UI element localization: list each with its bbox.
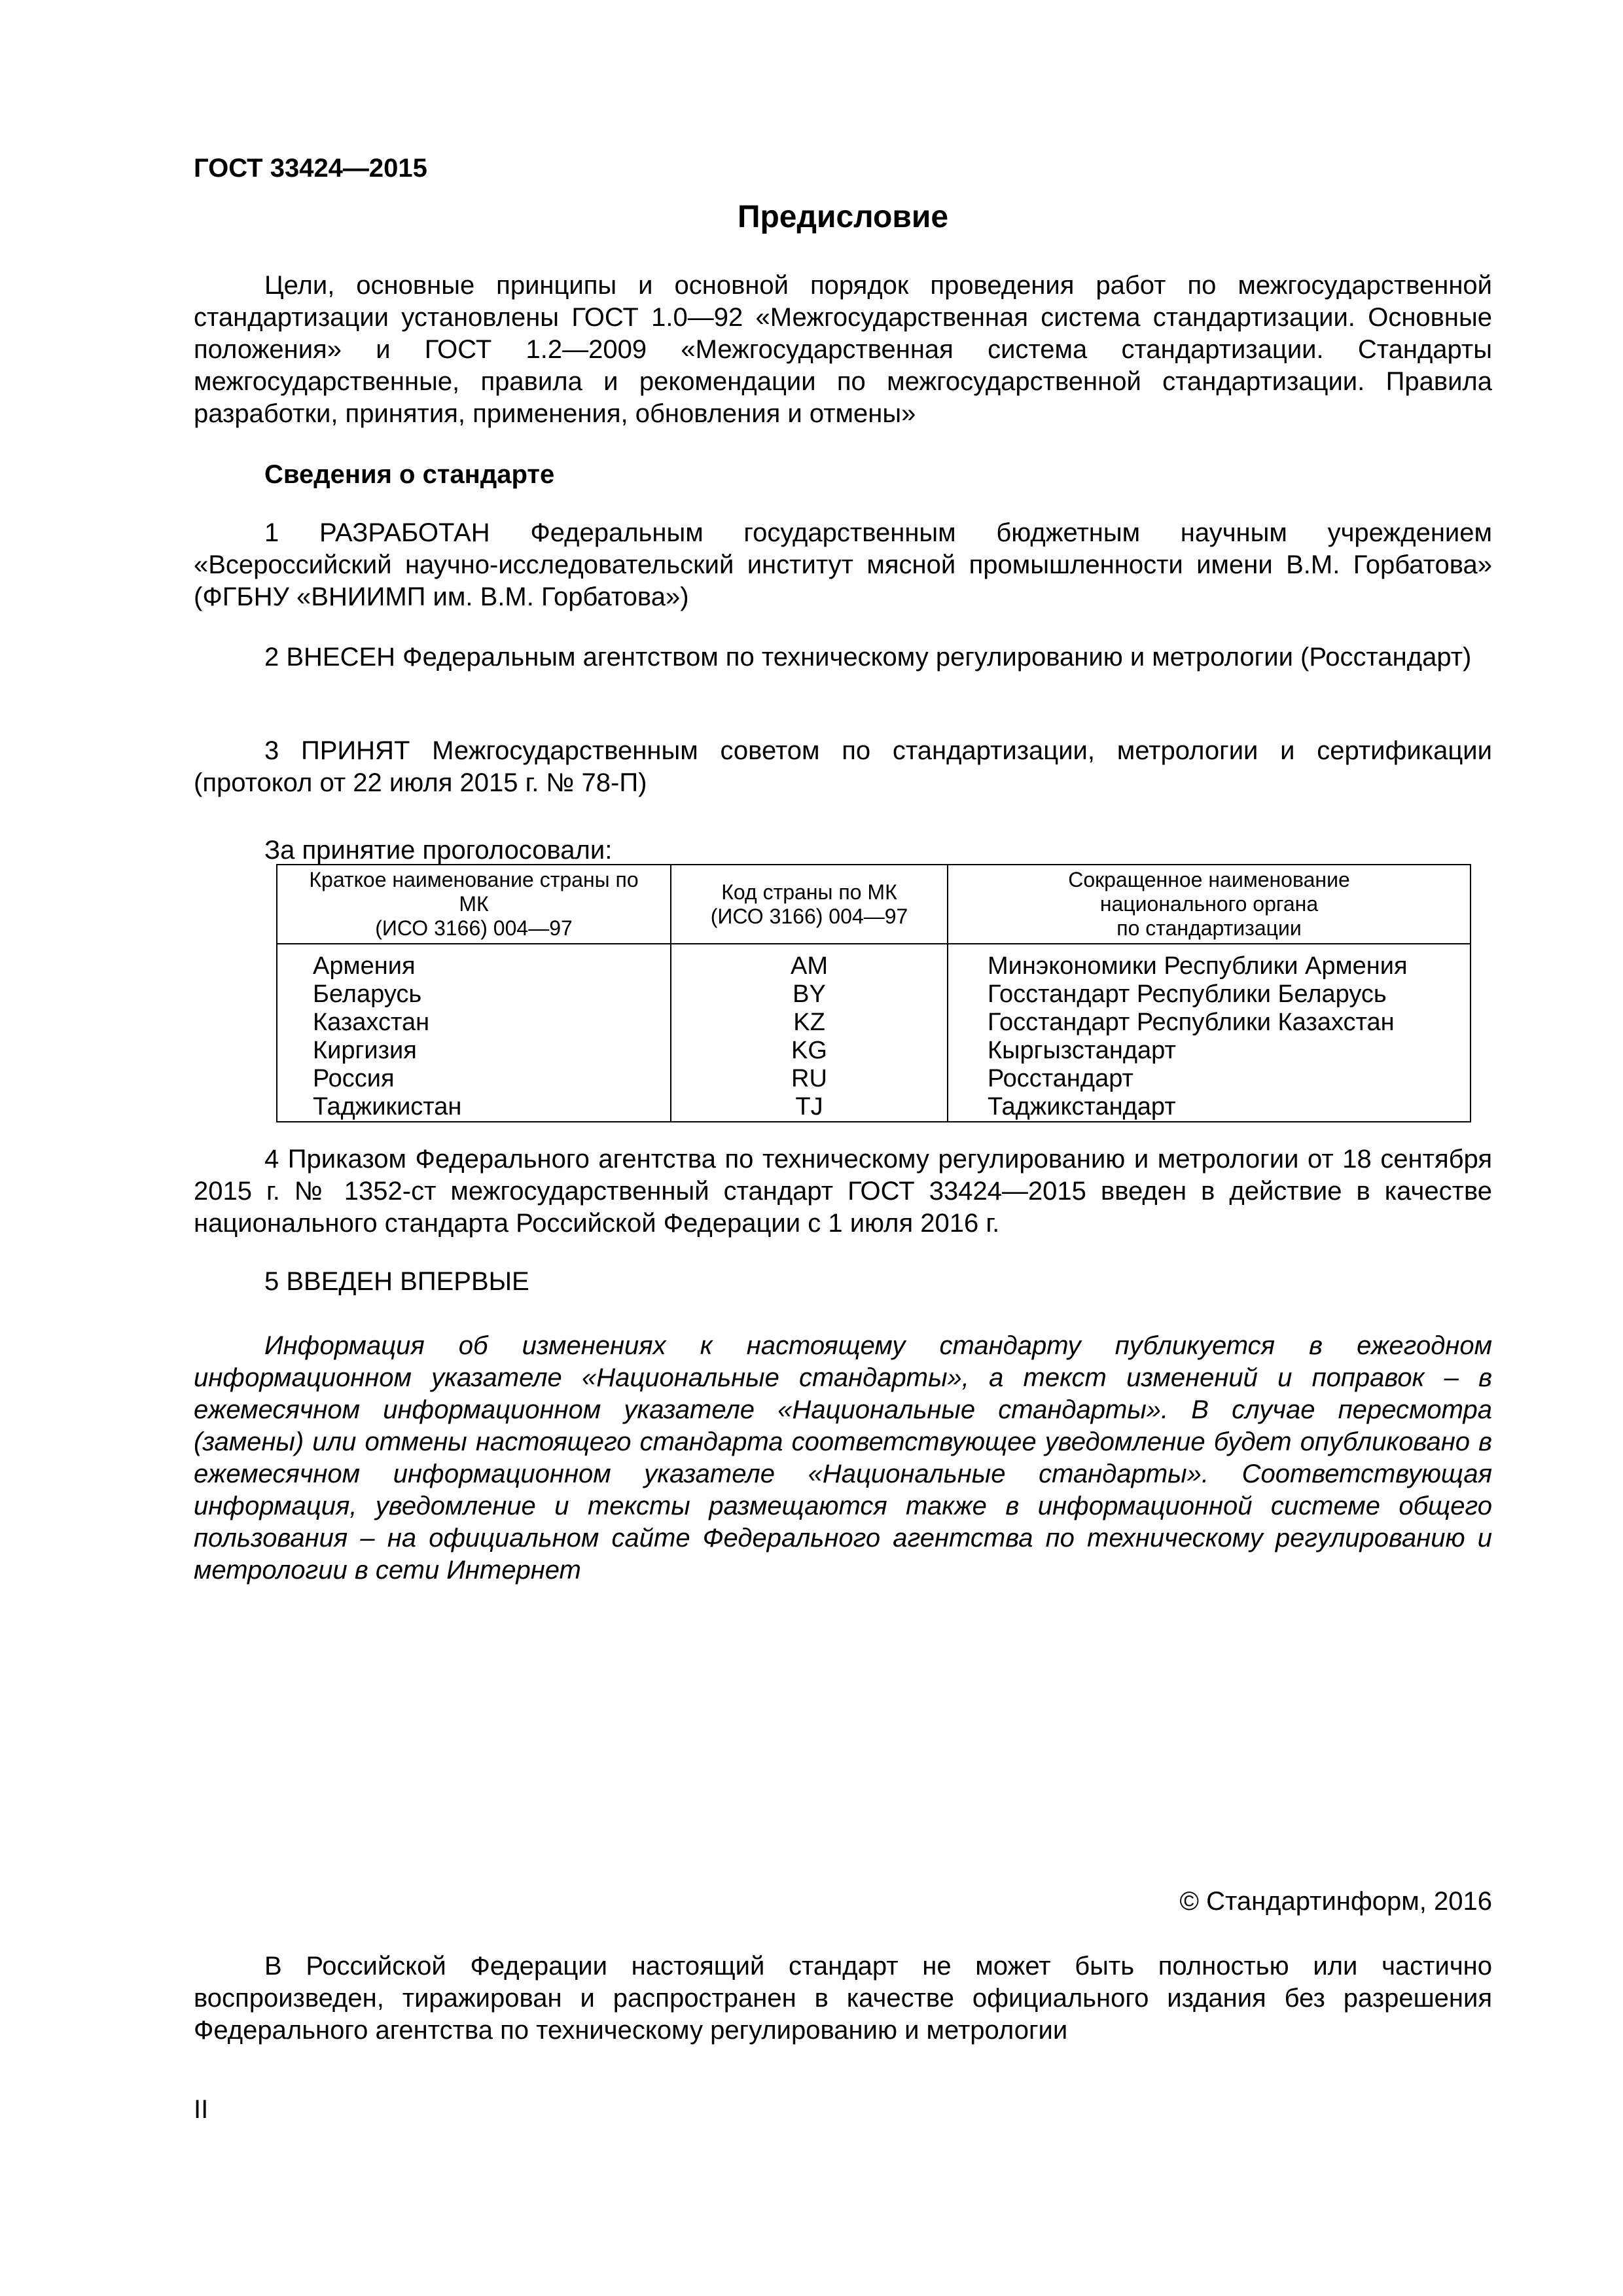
table-row (277, 1037, 1471, 1065)
table-row (277, 980, 1471, 1009)
header-country (277, 865, 671, 944)
cell-code: KZ (671, 1009, 948, 1037)
header-body-line: Сокращенное наименование (1068, 868, 1350, 891)
cell-body: Минэкономики Республики Армения (948, 944, 1471, 980)
header-body (948, 865, 1471, 944)
cell-country: Беларусь (277, 980, 671, 1009)
table-header-row (277, 865, 1471, 944)
reproduction-notice: В Российской Федерации настоящий стандарт не может быть полностью или частично воспроизведен, тиражирован и распространен в качестве официального издания без разрешения Федерального агентства по техническому регулированию и метрологии (194, 1952, 1492, 2045)
header-country-line: МК (459, 892, 489, 916)
cell-body: Кыргызстандарт (948, 1037, 1471, 1065)
cell-body: Росстандарт (948, 1065, 1471, 1093)
header-body-line: по стандартизации (1116, 916, 1302, 940)
cell-code: KG (671, 1037, 948, 1065)
page-title: Предисловие (737, 200, 949, 234)
voting-table (276, 864, 1471, 1122)
cell-body: Госстандарт Республики Казахстан (948, 1009, 1471, 1037)
header-body-line: национального органа (1099, 892, 1319, 916)
cell-country: Киргизия (277, 1037, 671, 1065)
item-adopted: 3 ПРИНЯТ Межгосударственным советом по стандартизации, метрологии и сертификации (протокол от 22 июля 2015 г. № 78-П) (194, 736, 1492, 797)
section-subheading: Сведения о стандарте (264, 460, 555, 489)
page-number: II (194, 2095, 209, 2124)
copyright: © Стандартинформ, 2016 (1179, 1887, 1492, 1916)
header-country-line: Краткое наименование страны по (309, 868, 639, 891)
cell-body: Госстандарт Республики Беларусь (948, 980, 1471, 1009)
item-enacted: 4 Приказом Федерального агентства по техническому регулированию и метрологии от 18 сентября 2015 г. № 1352-ст межгосударственный стандарт ГОСТ 33424—2015 введен в действие в качестве национального стандарта Российской Федерации с 1 июля 2016 г. (194, 1145, 1492, 1238)
cell-body: Таджикстандарт (948, 1093, 1471, 1122)
table-row (277, 1009, 1471, 1037)
cell-country: Таджикистан (277, 1093, 671, 1122)
info-note: Информация об изменениях к настоящему стандарту публикуется в ежегодном информационном указателе «Национальные стандарты», а текст изменений и поправок – в ежемесячном информационном указателе «Национальные стандарты». В случае пересмотра (замены) или отмены настоящего стандарта соответствующее уведомление будет опубликовано в ежемесячном информационном указателе «Национальные стандарты». Соответствующая информация, уведомление и тексты размещаются также в информационной системе общего пользования – на официальном сайте Федерального агентства по техническому регулированию и метрологии в сети Интернет (194, 1331, 1492, 1585)
table-row (277, 944, 1471, 980)
header-country-line: (ИСО 3166) 004—97 (375, 916, 573, 940)
cell-country: Россия (277, 1065, 671, 1093)
table-row (277, 1093, 1471, 1122)
document-id: ГОСТ 33424—2015 (194, 154, 427, 183)
cell-code: RU (671, 1065, 948, 1093)
cell-code: BY (671, 980, 948, 1009)
item-developed: 1 РАЗРАБОТАН Федеральным государственным бюджетным научным учреждением «Всероссийский научно-исследовательский институт мясной промышленности имени В.М. Горбатова» (ФГБНУ «ВНИИМП им. В.М. Горбатова») (194, 518, 1492, 611)
item-submitted: 2 ВНЕСЕН Федеральным агентством по техническому регулированию и метрологии (Росстандарт) (264, 643, 1472, 672)
header-code (671, 865, 948, 944)
header-code-line: (ИСО 3166) 004—97 (710, 904, 908, 928)
header-code-line: Код страны по МК (721, 880, 897, 904)
cell-country: Армения (277, 944, 671, 980)
table-row (277, 1065, 1471, 1093)
cell-code: AM (671, 944, 948, 980)
table-caption: За принятие проголосовали: (264, 836, 613, 865)
intro-paragraph: Цели, основные принципы и основной порядок проведения работ по межгосударственной стандартизации установлены ГОСТ 1.0—92 «Межгосударственная система стандартизации. Основные положения» и ГОСТ 1.2—2009 «Межгосударственная система стандартизации. Стандарты межгосударственные, правила и рекомендации по межгосударственной стандартизации. Правила разработки, принятия, применения, обновления и отмены» (194, 271, 1492, 428)
cell-code: TJ (671, 1093, 948, 1122)
cell-country: Казахстан (277, 1009, 671, 1037)
item-first-introduced: 5 ВВЕДЕН ВПЕРВЫЕ (264, 1267, 529, 1296)
